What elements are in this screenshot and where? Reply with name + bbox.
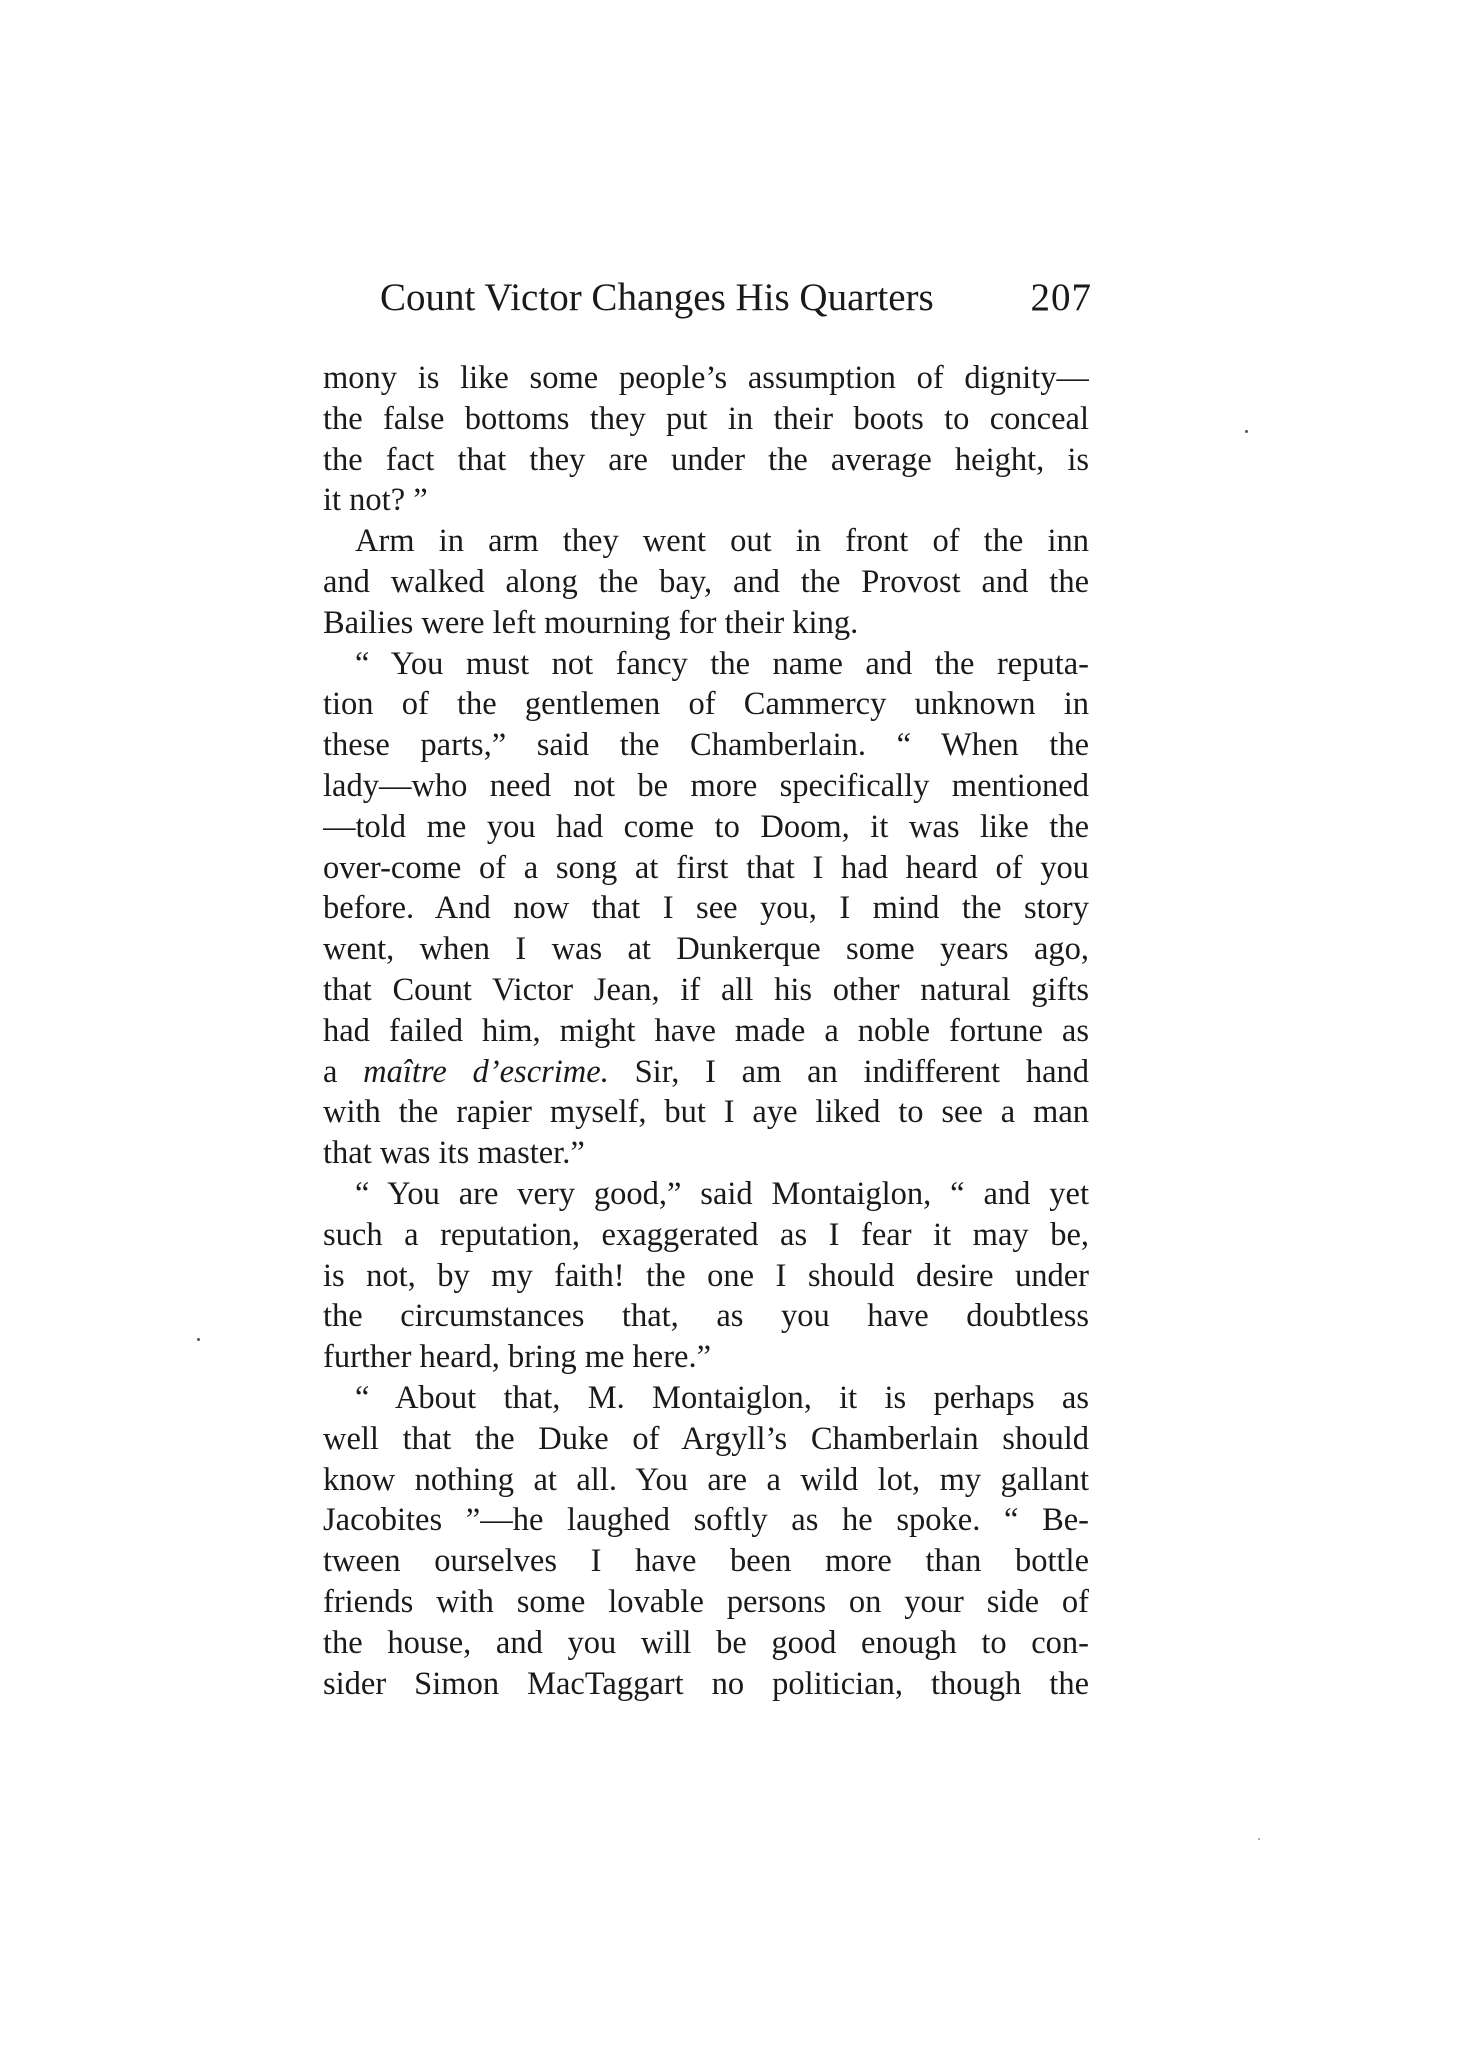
- text-line-31: friends with some lovable persons on your side of: [323, 1583, 1089, 1620]
- paper-speck: [1245, 430, 1248, 433]
- text-line-20: that was its master.”: [323, 1135, 585, 1172]
- text-line-25: further heard, bring me here.”: [323, 1339, 712, 1376]
- running-head-title: Count Victor Changes His Quarters: [380, 276, 934, 319]
- text-line-10: these parts,” said the Chamberlain. “ When the: [323, 727, 1089, 764]
- text-line-30: tween ourselves I have been more than bottle: [323, 1543, 1089, 1580]
- text-line-17: had failed him, might have made a noble fortune as: [323, 1012, 1089, 1049]
- text-line-1: mony is like some people’s assumption of dignity—: [323, 360, 1089, 396]
- body-text: [323, 358, 1089, 1704]
- text-line-18: [323, 1052, 1089, 1093]
- text-line-5: Arm in arm they went out in front of the inn: [355, 523, 1089, 560]
- text-line-27: well that the Duke of Argyll’s Chamberlain should: [323, 1420, 1089, 1457]
- paper-speck: [197, 1338, 200, 1341]
- text-line-6: and walked along the bay, and the Provost and the: [323, 563, 1089, 600]
- text-line-11: lady—who need not be more specifically mentioned: [323, 767, 1089, 804]
- text-line-23: is not, by my faith! the one I should desire under: [323, 1257, 1089, 1294]
- text-line-3: the fact that they are under the average height, is: [323, 441, 1089, 478]
- text-line-2: the false bottoms they put in their boots to conceal: [323, 400, 1089, 437]
- text-line-28: know nothing at all. You are a wild lot, my gallant: [323, 1461, 1089, 1498]
- text-line-21: “ You are very good,” said Montaiglon, “ and yet: [355, 1175, 1089, 1212]
- text-line-14: before. And now that I see you, I mind the story: [323, 890, 1089, 927]
- text-line-24: the circumstances that, as you have doubtless: [323, 1298, 1089, 1335]
- text-line-19: with the rapier myself, but I aye liked to see a man: [323, 1094, 1089, 1131]
- text-line-18-pre: a: [323, 1053, 364, 1090]
- text-line-16: that Count Victor Jean, if all his other natural gifts: [323, 971, 1089, 1008]
- text-line-29: Jacobites ”—he laughed softly as he spoke. “ Be-: [323, 1502, 1089, 1539]
- text-line-33: sider Simon MacTaggart no politician, though the: [323, 1665, 1089, 1702]
- page-number: 207: [1030, 276, 1092, 319]
- text-line-13: over-come of a song at first that I had heard of you: [323, 849, 1089, 886]
- paper-speck: [1258, 1838, 1260, 1840]
- text-line-26: “ About that, M. Montaiglon, it is perhaps as: [355, 1379, 1089, 1416]
- text-line-4: it not? ”: [323, 482, 428, 519]
- text-line-18-post: Sir, I am an indifferent hand: [608, 1053, 1089, 1090]
- text-line-9: tion of the gentlemen of Cammercy unknown in: [323, 686, 1089, 723]
- running-head: [380, 268, 1092, 328]
- text-line-8: “ You must not fancy the name and the reputa-: [355, 645, 1089, 682]
- text-line-32: the house, and you will be good enough to con-: [323, 1624, 1089, 1661]
- text-line-22: such a reputation, exaggerated as I fear it may be,: [323, 1216, 1089, 1253]
- text-line-15: went, when I was at Dunkerque some years ago,: [323, 931, 1089, 968]
- text-line-7: Bailies were left mourning for their king.: [323, 604, 859, 641]
- text-line-12: —told me you had come to Doom, it was like the: [323, 808, 1089, 845]
- italic-phrase: maître d’escrime.: [363, 1053, 609, 1090]
